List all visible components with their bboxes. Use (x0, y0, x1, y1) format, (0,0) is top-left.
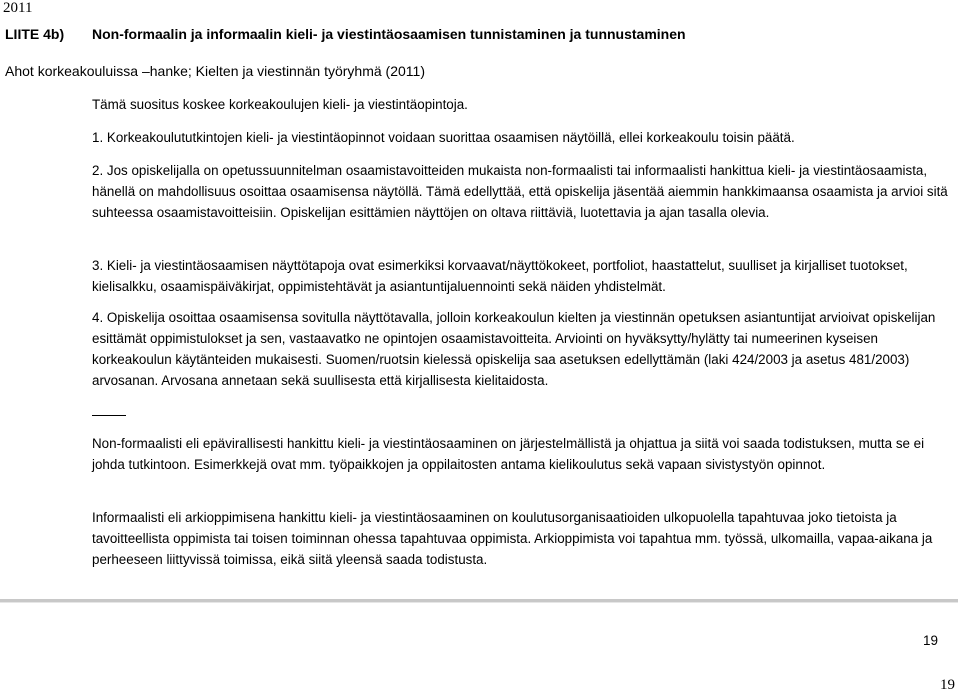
page-number-bottom: 19 (940, 677, 955, 693)
recommendation-1-text: 1. Korkeakoulututkintojen kieli- ja viestintäopinnot voidaan suorittaa osaamisen näytöillä, ellei korkeakoulu toisin päätä. (92, 130, 795, 145)
recommendation-2-text: 2. Jos opiskelijalla on opetussuunnitelman osaamistavoitteiden mukaista non-formaalisti tai informaalisti hankittua kieli- ja viestintäosaamista, hänellä on mahdollisuus osoittaa osaamisensa näytöllä. Tämä edellyttää, että opiskelija jäsentää aiemmin hankkimaansa osaamista ja arvioi sitä suhteessa osaamistavoitteisiin. Opiskelijan esittämien näyttöjen on oltava riittäviä, luotettavia ja ajan tasalla olevia. (92, 163, 948, 220)
recommendation-2 (92, 160, 952, 223)
footnote-informal (92, 507, 952, 570)
footnote-non-formal (92, 433, 952, 475)
recommendation-3-text: 3. Kieli- ja viestintäosaamisen näyttötapoja ovat esimerkiksi korvaavat/näyttökokeet, portfoliot, haastattelut, suulliset ja kirjalliset tuotokset, kielisalkku, osaamispäiväkirjat, oppimistehtävät ja asiantuntijaluennointi sekä näiden yhdistelmät. (92, 258, 908, 294)
recommendation-1 (92, 127, 952, 148)
page-divider (0, 599, 958, 603)
intro-paragraph (92, 94, 952, 115)
document-year: 2011 (3, 0, 33, 16)
footnote-informal-text: Informaalisti eli arkioppimisena hankittu kieli- ja viestintäosaaminen on koulutusorganisaatioiden ulkopuolella tapahtuvaa joko tietoista ja tavoitteellista oppimista tai toisen toiminnan ohessa tapahtuvaa oppimista. Arkioppimista voi tapahtua mm. työssä, ulkomailla, vapaa-aikana ja perheeseen liittyvissä toimissa, eikä siitä yleensä saada todistusta. (92, 510, 933, 567)
recommendation-4 (92, 307, 952, 391)
appendix-label: LIITE 4b) (5, 26, 65, 42)
page-number: 19 (923, 633, 939, 648)
intro-text: Tämä suositus koskee korkeakoulujen kieli- ja viestintäopintoja. (92, 97, 468, 112)
recommendation-3 (92, 255, 952, 297)
recommendation-4-text: 4. Opiskelija osoittaa osaamisensa sovitulla näyttötavalla, jolloin korkeakoulun kielten ja viestinnän opetuksen asiantuntijat arvioivat opiskelijan esittämät oppimistulokset ja sen, vastaavatko ne opintojen osaamistavoitteita. Arviointi on hyväksytty/hylätty tai numeerinen kyseisen korkeakoulun käytänteiden mukaisesti. Suomen/ruotsin kielessä opiskelija saa asetuksen edellyttämän (laki 424/2003 ja asetus 481/2003) arvosanan. Arvosana annetaan sekä suullisesta että kirjallisesta kielitaidosta. (92, 310, 936, 388)
footnote-non-formal-text: Non-formaalisti eli epävirallisesti hankittu kieli- ja viestintäosaaminen on järjestelmällistä ja ohjattua ja siitä voi saada todistuksen, mutta se ei johda tutkintoon. Esimerkkejä ovat mm. työpaikkojen ja oppilaitosten antama kielikoulutus sekä vapaan sivistystyön opinnot. (92, 436, 925, 472)
footnote-separator (92, 415, 126, 416)
document-subtitle: Ahot korkeakouluissa –hanke; Kielten ja viestinnän työryhmä (2011) (5, 63, 425, 79)
document-title: Non-formaalin ja informaalin kieli- ja viestintäosaamisen tunnistaminen ja tunnustaminen (92, 26, 686, 42)
